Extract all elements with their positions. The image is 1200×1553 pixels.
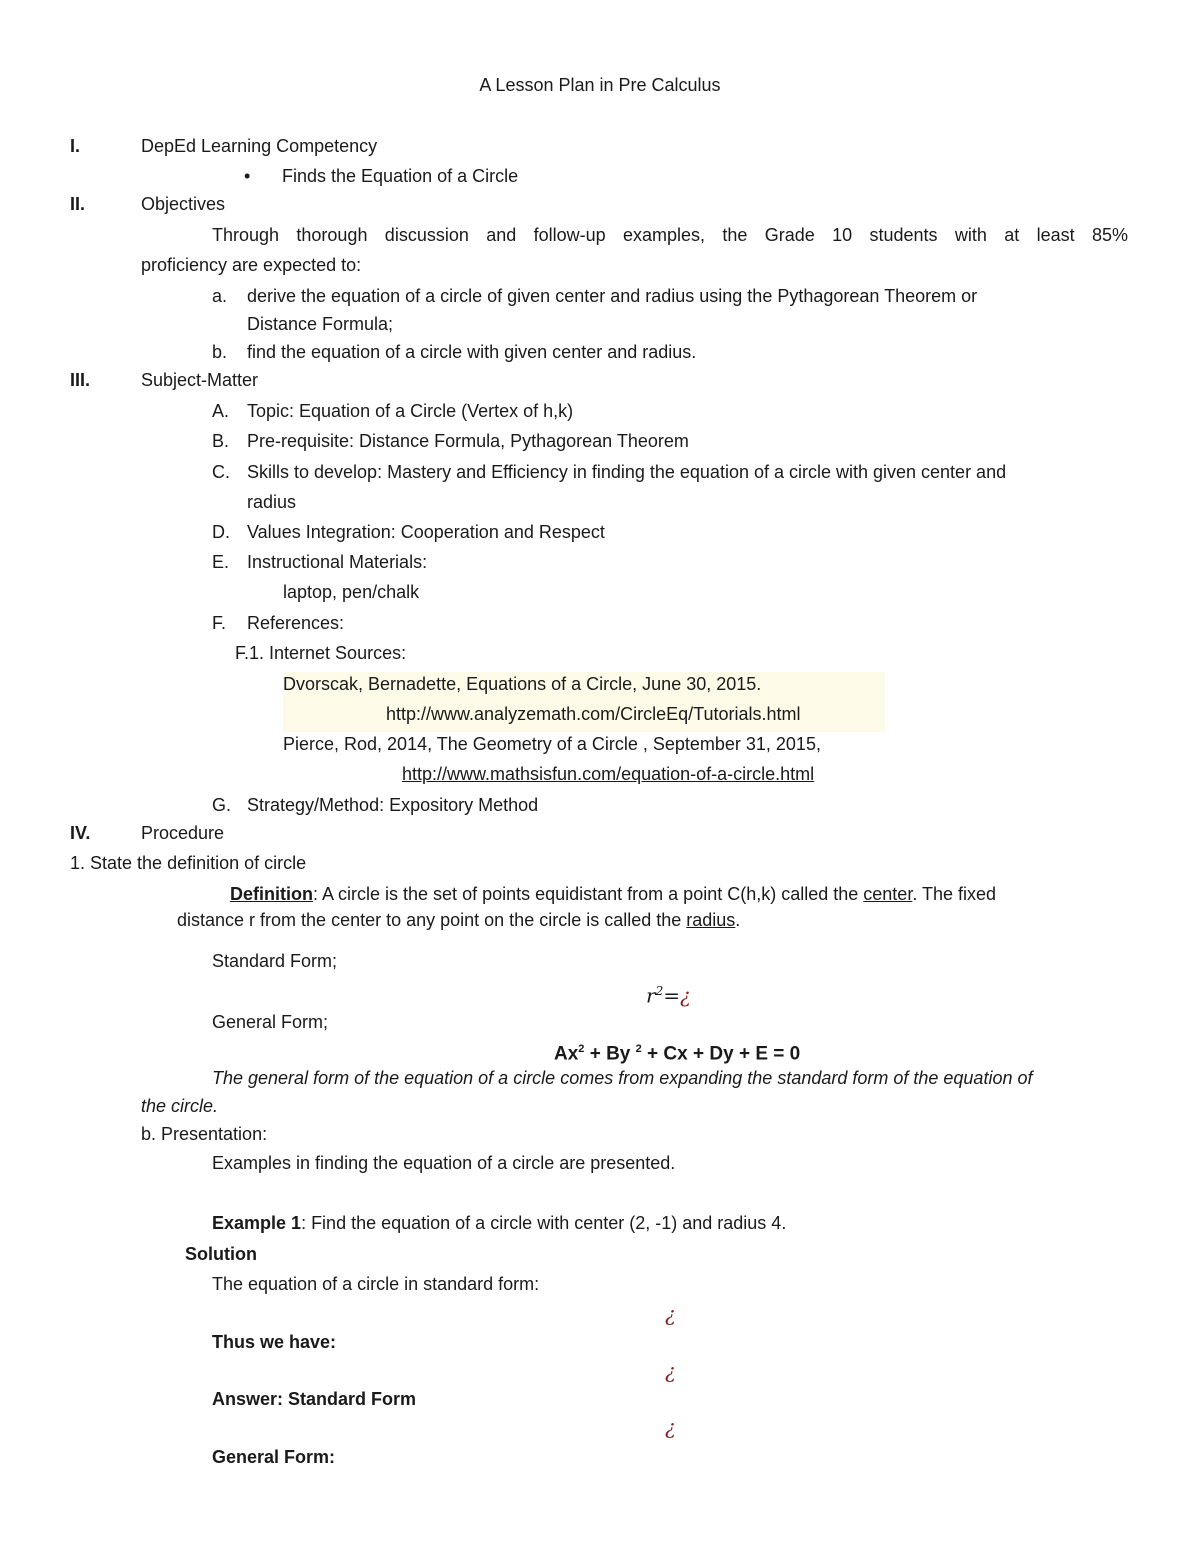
reference-url: http://www.analyzemath.com/CircleEq/Tutorials.html: [386, 704, 801, 724]
center-term: center: [863, 884, 913, 904]
definition-line: distance r from the center to any point on the circle is called the radius.: [177, 910, 741, 930]
list-marker: G.: [212, 795, 232, 815]
list-item: radius: [247, 492, 297, 512]
step-heading: Thus we have:: [212, 1332, 337, 1352]
standard-form-equation: $r^2=¿$: [646, 983, 691, 1008]
list-marker: F.: [212, 613, 227, 633]
list-item: References:: [247, 613, 345, 633]
example-label: Example 1: [212, 1213, 302, 1233]
list-item: Topic: Equation of a Circle (Vertex of h,k): [247, 401, 574, 421]
equation-placeholder: ¿: [665, 1415, 676, 1439]
materials-text: laptop, pen/chalk: [283, 582, 420, 602]
list-marker: D.: [212, 522, 230, 542]
section-number: II.: [70, 194, 86, 214]
paragraph-line: Through thorough discussion and follow-up examples, the Grade 10 students with at least 85%: [212, 225, 1128, 245]
equation-placeholder: ¿: [665, 1302, 676, 1326]
paragraph-line: The equation of a circle in standard form:: [212, 1274, 540, 1294]
section-heading: Procedure: [141, 823, 225, 843]
step-line: b. Presentation:: [141, 1124, 268, 1144]
solution-heading: Solution: [185, 1244, 257, 1264]
step-line: 1. State the definition of circle: [70, 853, 307, 873]
form-label: General Form;: [212, 1012, 329, 1032]
reference-text: Pierce, Rod, 2014, The Geometry of a Circle , September 31, 2015,: [283, 734, 821, 754]
section-heading: DepEd Learning Competency: [141, 136, 378, 156]
list-item: Distance Formula;: [247, 314, 394, 334]
definition-line: Definition: A circle is the set of points equidistant from a point C(h,k) called the center. The fixed: [230, 884, 997, 904]
section-heading: Objectives: [141, 194, 226, 214]
list-marker: A.: [212, 401, 230, 421]
list-marker: b.: [212, 342, 228, 362]
step-heading: Answer: Standard Form: [212, 1389, 417, 1409]
paragraph-line: Examples in finding the equation of a circle are presented.: [212, 1153, 676, 1173]
list-item: Instructional Materials:: [247, 552, 428, 572]
list-marker: E.: [212, 552, 230, 572]
general-form-equation: $Ax^2 + By$ $^2$ + Cx + Dy + E = 0: [554, 1043, 801, 1065]
step-heading: General Form:: [212, 1447, 336, 1467]
list-item: derive the equation of a circle of given center and radius using the Pythagorean Theorem or: [247, 286, 978, 306]
example-line: Example 1: Find the equation of a circle with center (2, -1) and radius 4.: [212, 1213, 787, 1233]
list-item: Strategy/Method: Expository Method: [247, 795, 539, 815]
page-title: A Lesson Plan in Pre Calculus: [479, 75, 721, 95]
note-line: the circle.: [141, 1096, 219, 1116]
reference-link[interactable]: http://www.mathsisfun.com/equation-of-a-circle.html: [402, 764, 815, 784]
list-item: Values Integration: Cooperation and Respect: [247, 522, 605, 542]
paragraph-line: proficiency are expected to:: [141, 255, 362, 275]
radius-term: radius: [686, 910, 736, 930]
note-line: The general form of the equation of a circle comes from expanding the standard form of the equation of: [212, 1068, 1033, 1088]
section-heading: Subject-Matter: [141, 370, 259, 390]
list-marker: a.: [212, 286, 228, 306]
bullet-icon: •: [244, 166, 251, 186]
subheading: F.1. Internet Sources:: [235, 643, 407, 663]
list-item: Pre-requisite: Distance Formula, Pythagorean Theorem: [247, 431, 689, 451]
list-marker: B.: [212, 431, 230, 451]
reference-text: Dvorscak, Bernadette, Equations of a Circle, June 30, 2015.: [283, 674, 762, 694]
section-number: III.: [70, 370, 91, 390]
list-item: Skills to develop: Mastery and Efficiency in finding the equation of a circle with given center and: [247, 462, 1007, 482]
form-label: Standard Form;: [212, 951, 338, 971]
section-number: IV.: [70, 823, 91, 843]
definition-label: Definition: [230, 884, 313, 904]
list-marker: C.: [212, 462, 230, 482]
equation-placeholder: ¿: [665, 1359, 676, 1383]
list-item: Finds the Equation of a Circle: [282, 166, 519, 186]
list-item: find the equation of a circle with given center and radius.: [247, 342, 697, 362]
section-number: I.: [70, 136, 81, 156]
